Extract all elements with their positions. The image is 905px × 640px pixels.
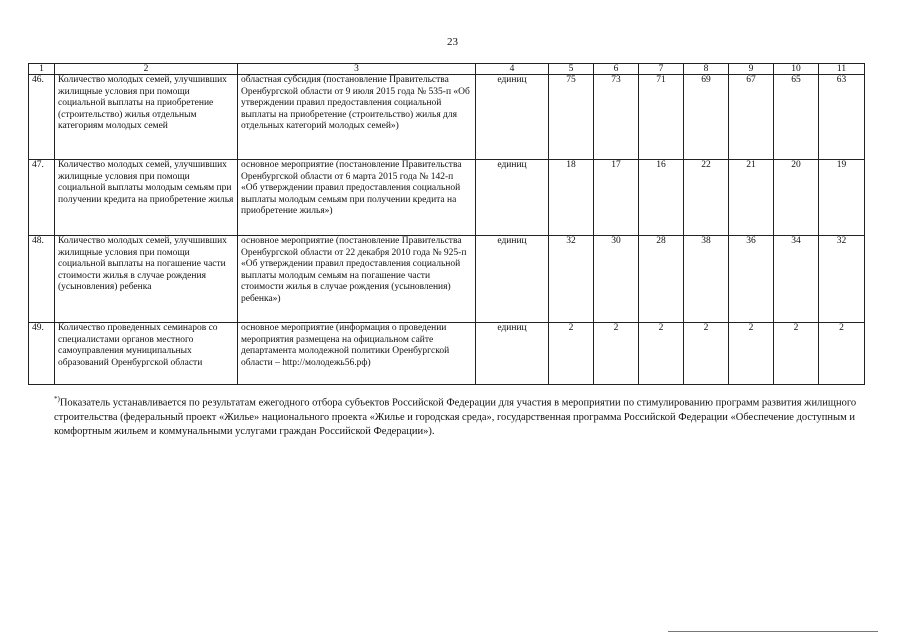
indicator-cell: Количество молодых семей, улучшивших жилищные условия при помощи социальной выплаты на приобретение (строительство) жилья отдельным категориям молодых семей [55,75,238,160]
value-cell: 20 [774,160,819,236]
column-header: 10 [774,64,819,75]
value-cell: 21 [729,160,774,236]
indicator-cell: Количество проведенных семинаров со специалистами органов местного самоуправления муниципальных образований Оренбургской области [55,323,238,385]
row-number: 46. [29,75,55,160]
value-cell: 16 [639,160,684,236]
column-header: 3 [238,64,476,75]
source-cell: областная субсидия (постановление Правительства Оренбургской области от 9 июля 2015 года № 535-п «Об утверждении правил предоставления социальной выплаты на приобретение (строительство) жилья для отдельных категорий молодых семей») [238,75,476,160]
header-row [29,64,865,75]
column-header: 9 [729,64,774,75]
source-cell: основное мероприятие (постановление Правительства Оренбургской области от 6 марта 2015 года № 142-п «Об утверждении правил предоставления социальной выплаты молодым семьям при получении кредита на приобретение жилья») [238,160,476,236]
value-cell: 2 [774,323,819,385]
column-header: 4 [476,64,549,75]
value-cell: 67 [729,75,774,160]
unit-cell: единиц [476,75,549,160]
value-cell: 63 [819,75,865,160]
table-row [29,323,865,385]
value-cell: 18 [549,160,594,236]
source-cell: основное мероприятие (постановление Правительства Оренбургской области от 22 декабря 2010 года № 925-п «Об утверждении правил предоставления социальной выплаты молодым семьям на погашение части стоимости жилья в случае рождения (усыновления) ребенка») [238,236,476,323]
column-header: 1 [29,64,55,75]
column-header: 5 [549,64,594,75]
value-cell: 2 [594,323,639,385]
value-cell: 65 [774,75,819,160]
value-cell: 2 [549,323,594,385]
column-header: 11 [819,64,865,75]
table-row [29,236,865,323]
indicators-table [28,63,865,385]
footnote-marker: *) [54,395,60,403]
unit-cell: единиц [476,323,549,385]
value-cell: 2 [819,323,865,385]
row-number: 47. [29,160,55,236]
bottom-divider [668,631,878,632]
column-header: 2 [55,64,238,75]
indicator-cell: Количество молодых семей, улучшивших жилищные условия при помощи социальной выплаты молодым семьям при получении кредита на приобретение жилья [55,160,238,236]
table-row [29,160,865,236]
value-cell: 17 [594,160,639,236]
footnote-text: Показатель устанавливается по результатам ежегодного отбора субъектов Российской Федерации для участия в мероприятии по стимулированию программ развития жилищного строительства (федеральный проект «Жилье» национального проекта «Жилье и городская среда», государственная программа Российской Федерации «Обеспечение доступным и комфортным жильем и коммунальными услугами граждан Российской Федерации»). [54,397,857,437]
source-cell: основное мероприятие (информация о проведении мероприятия размещена на официальном сайте департамента молодежной политики Оренбургской области – http://молодежь56.рф) [238,323,476,385]
footnote [54,392,866,439]
row-number: 49. [29,323,55,385]
value-cell: 71 [639,75,684,160]
page-number: 23 [447,36,458,48]
value-cell: 32 [549,236,594,323]
value-cell: 38 [684,236,729,323]
value-cell: 36 [729,236,774,323]
value-cell: 22 [684,160,729,236]
table-row [29,75,865,160]
value-cell: 2 [639,323,684,385]
unit-cell: единиц [476,160,549,236]
row-number: 48. [29,236,55,323]
value-cell: 69 [684,75,729,160]
value-cell: 28 [639,236,684,323]
column-header: 7 [639,64,684,75]
unit-cell: единиц [476,236,549,323]
value-cell: 73 [594,75,639,160]
value-cell: 32 [819,236,865,323]
value-cell: 34 [774,236,819,323]
value-cell: 19 [819,160,865,236]
value-cell: 75 [549,75,594,160]
value-cell: 2 [729,323,774,385]
value-cell: 2 [684,323,729,385]
value-cell: 30 [594,236,639,323]
indicator-cell: Количество молодых семей, улучшивших жилищные условия при помощи социальной выплаты на погашение части стоимости жилья в случае рождения (усыновления) ребенка [55,236,238,323]
column-header: 8 [684,64,729,75]
column-header: 6 [594,64,639,75]
